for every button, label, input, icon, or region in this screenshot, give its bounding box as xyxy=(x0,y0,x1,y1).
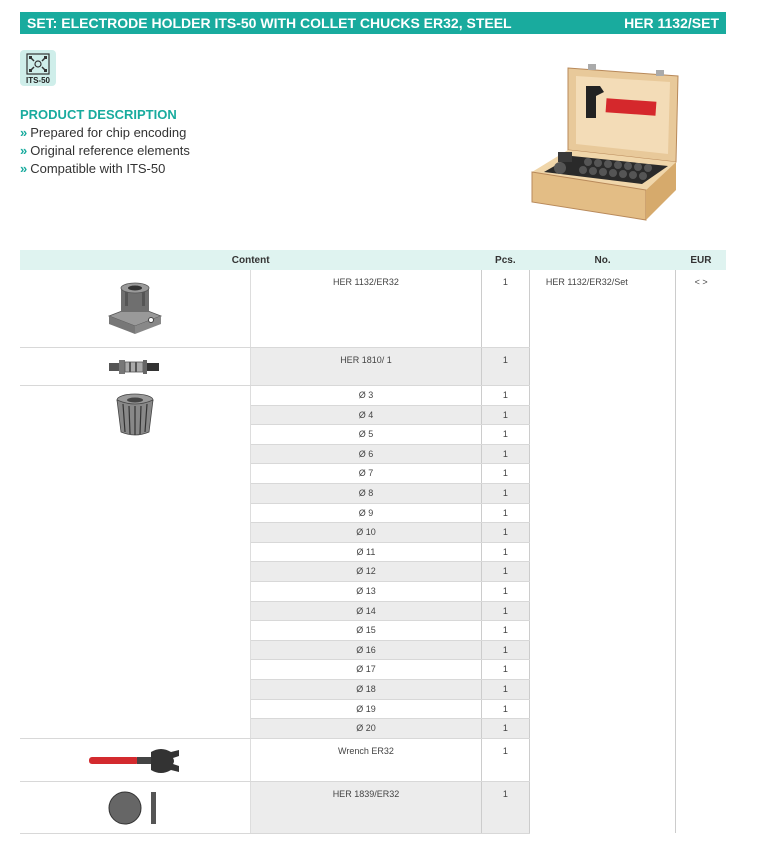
item-pcs: 1 xyxy=(481,601,529,621)
item-pcs: 1 xyxy=(481,444,529,464)
item-content: Ø 18 xyxy=(251,679,482,699)
item-pcs: 1 xyxy=(481,503,529,523)
badge-label: ITS-50 xyxy=(25,76,50,85)
collet-icon xyxy=(113,392,157,438)
item-content: Ø 4 xyxy=(251,405,482,425)
its-50-system-icon xyxy=(26,53,50,75)
item-pcs: 1 xyxy=(481,464,529,484)
item-content: Ø 3 xyxy=(251,386,482,406)
item-content: Ø 8 xyxy=(251,483,482,503)
item-content: Ø 11 xyxy=(251,542,482,562)
item-content: Ø 7 xyxy=(251,464,482,484)
page-title: SET: ELECTRODE HOLDER ITS-50 WITH COLLET CHUCKS ER32, STEEL xyxy=(27,15,512,31)
item-content: Ø 17 xyxy=(251,660,482,680)
item-pcs: 1 xyxy=(481,386,529,406)
header-no: No. xyxy=(529,250,675,270)
item-image xyxy=(20,348,251,386)
chip-disc-icon xyxy=(107,788,163,828)
product-photo-wooden-case xyxy=(528,62,690,230)
item-content: Ø 10 xyxy=(251,523,482,543)
item-pcs: 1 xyxy=(481,425,529,445)
item-content: HER 1839/ER32 xyxy=(251,781,482,833)
item-content: Ø 20 xyxy=(251,719,482,739)
its-50-badge xyxy=(20,50,56,86)
item-content: Ø 13 xyxy=(251,581,482,601)
item-content: Ø 16 xyxy=(251,640,482,660)
item-pcs: 1 xyxy=(481,781,529,833)
header-pcs: Pcs. xyxy=(481,250,529,270)
item-pcs: 1 xyxy=(481,660,529,680)
item-content: HER 1132/ER32 xyxy=(251,270,482,348)
item-pcs: 1 xyxy=(481,523,529,543)
item-content: Ø 12 xyxy=(251,562,482,582)
electrode-holder-icon xyxy=(105,278,165,338)
item-image xyxy=(20,738,251,781)
item-pcs: 1 xyxy=(481,270,529,348)
item-pcs: 1 xyxy=(481,348,529,386)
item-price: < > xyxy=(694,277,708,287)
item-content: HER 1810/ 1 xyxy=(251,348,482,386)
header-content: Content xyxy=(20,250,481,270)
item-pcs: 1 xyxy=(481,738,529,781)
item-content: Ø 14 xyxy=(251,601,482,621)
item-pcs: 1 xyxy=(481,405,529,425)
item-pcs: 1 xyxy=(481,562,529,582)
item-pcs: 1 xyxy=(481,719,529,739)
item-pcs: 1 xyxy=(481,679,529,699)
item-image xyxy=(20,270,251,348)
item-image xyxy=(20,386,251,739)
description-item: » Compatible with ITS-50 xyxy=(20,161,166,176)
title-bar xyxy=(20,12,726,34)
item-pcs: 1 xyxy=(481,483,529,503)
item-pcs: 1 xyxy=(481,621,529,641)
product-description-list xyxy=(20,124,190,178)
item-content: Ø 9 xyxy=(251,503,482,523)
item-content: Ø 19 xyxy=(251,699,482,719)
table-row xyxy=(20,270,726,348)
content-table xyxy=(20,250,726,834)
item-content: Ø 5 xyxy=(251,425,482,445)
item-pcs: 1 xyxy=(481,640,529,660)
item-image xyxy=(20,781,251,833)
item-pcs: 1 xyxy=(481,581,529,601)
item-content: Wrench ER32 xyxy=(251,738,482,781)
wrench-icon xyxy=(87,746,183,776)
item-content: Ø 6 xyxy=(251,444,482,464)
product-code: HER 1132/SET xyxy=(624,15,719,31)
item-pcs: 1 xyxy=(481,699,529,719)
chucking-spigot-icon xyxy=(107,357,163,377)
description-item: » Prepared for chip encoding xyxy=(20,125,187,140)
description-item: » Original reference elements xyxy=(20,143,190,158)
item-number: HER 1132/ER32/Set xyxy=(529,270,675,833)
header-eur: EUR xyxy=(676,250,726,270)
item-pcs: 1 xyxy=(481,542,529,562)
item-content: Ø 15 xyxy=(251,621,482,641)
product-description-title: PRODUCT DESCRIPTION xyxy=(20,107,177,122)
